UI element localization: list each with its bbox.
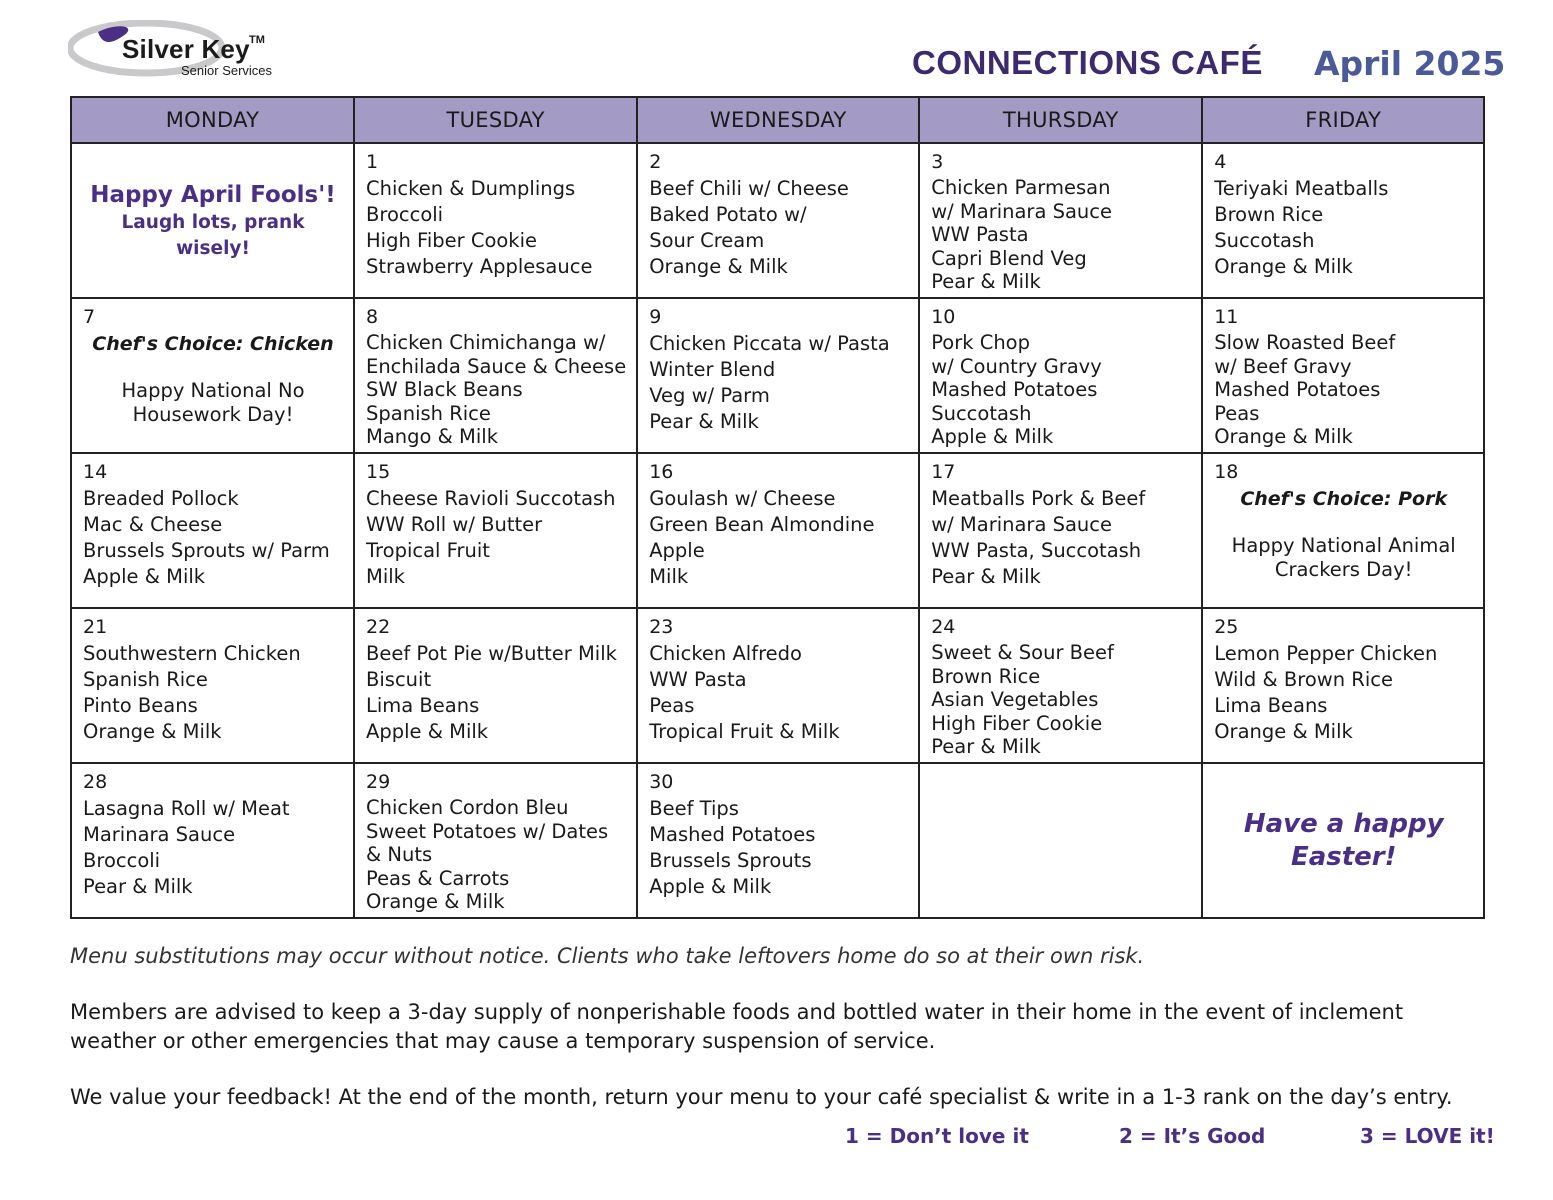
day-number: 21	[83, 616, 108, 638]
weekday-header: MONDAY	[71, 97, 354, 143]
calendar-empty-cell	[919, 763, 1202, 918]
calendar-day-cell	[637, 143, 919, 298]
menu-item: Orange & Milk	[366, 890, 505, 913]
day-number: 16	[649, 461, 674, 483]
menu-item: Wild & Brown Rice	[1214, 668, 1393, 691]
calendar-day-cell	[637, 453, 919, 608]
rank-legend-3: 3 = LOVE it!	[1360, 1124, 1495, 1148]
day-number: 30	[649, 771, 674, 793]
menu-item: Mashed Potatoes	[931, 378, 1098, 401]
day-number: 8	[366, 306, 379, 328]
day-number: 3	[931, 151, 944, 173]
menu-item: Apple & Milk	[649, 875, 772, 898]
menu-item: Sweet & Sour Beef	[931, 641, 1114, 664]
calendar-day-cell	[71, 143, 354, 298]
calendar-week-row	[71, 763, 1484, 918]
menu-item: Chicken Chimichanga w/	[366, 331, 606, 354]
menu-item: Slow Roasted Beef	[1214, 331, 1396, 354]
menu-item: & Nuts	[366, 843, 433, 866]
calendar-day-cell	[1202, 298, 1484, 453]
day-number: 23	[649, 616, 674, 638]
day-number: 17	[931, 461, 956, 483]
weekday-header: THURSDAY	[919, 97, 1202, 143]
calendar-week-row	[71, 143, 1484, 298]
menu-item: w/ Beef Gravy	[1214, 354, 1352, 378]
menu-item: Tropical Fruit & Milk	[649, 720, 840, 743]
menu-item: Orange & Milk	[649, 255, 788, 278]
menu-item: Chicken Piccata w/ Pasta	[649, 332, 890, 355]
calendar-day-cell	[919, 453, 1202, 608]
calendar-day-cell	[919, 608, 1202, 763]
calendar-day-cell	[71, 608, 354, 763]
calendar-day-cell	[1202, 143, 1484, 298]
day-number: 2	[649, 151, 662, 173]
holiday-note-line: Crackers Day!	[1274, 558, 1413, 581]
calendar-day-cell	[354, 763, 637, 918]
menu-item: Spanish Rice	[83, 668, 208, 691]
menu-item: Southwestern Chicken	[83, 642, 301, 665]
menu-item: Asian Vegetables	[931, 688, 1099, 711]
calendar-day-cell	[354, 143, 637, 298]
menu-item: Apple & Milk	[83, 565, 206, 588]
menu-item: Spanish Rice	[366, 401, 491, 425]
day-number: 14	[83, 461, 108, 483]
menu-item: Brown Rice	[931, 664, 1041, 688]
holiday-note	[83, 379, 343, 427]
menu-item: Broccoli	[83, 849, 161, 872]
menu-item: Beef Pot Pie w/Butter Milk	[366, 642, 617, 665]
menu-item: WW Roll w/ Butter	[366, 513, 543, 536]
menu-item: Succotash	[931, 401, 1032, 425]
menu-item: High Fiber Cookie	[931, 711, 1103, 735]
menu-item: Lasagna Roll w/ Meat	[83, 797, 290, 820]
calendar-day-cell	[1202, 608, 1484, 763]
menu-item: Sweet Potatoes w/ Dates	[366, 819, 609, 843]
menu-item: Cheese Ravioli Succotash	[366, 487, 616, 510]
day-number: 10	[931, 306, 956, 328]
month-title: April 2025	[1314, 44, 1506, 83]
day-number: 29	[366, 771, 391, 793]
menu-item: Tropical Fruit	[366, 539, 490, 562]
silver-key-logo	[68, 20, 298, 84]
menu-item: WW Pasta	[649, 668, 747, 691]
menu-item: Sour Cream	[649, 229, 765, 252]
chefs-choice-label: Chef's Choice: Pork	[1240, 488, 1448, 510]
page-title: CONNECTIONS CAFÉ	[912, 44, 1263, 81]
calendar-day-cell	[1202, 453, 1484, 608]
menu-item: High Fiber Cookie	[366, 229, 538, 252]
day-number: 11	[1214, 306, 1239, 328]
day-number: 9	[649, 306, 662, 328]
calendar-day-cell	[919, 143, 1202, 298]
menu-item: Mashed Potatoes	[1214, 378, 1381, 401]
calendar-week-row	[71, 608, 1484, 763]
menu-item: Chicken & Dumplings	[366, 177, 576, 200]
day-number: 18	[1214, 461, 1239, 483]
logo-trademark: TM	[249, 34, 265, 46]
menu-item: Orange & Milk	[1214, 720, 1353, 743]
calendar-day-cell	[71, 298, 354, 453]
weekday-header-row	[71, 97, 1484, 143]
menu-item: Orange & Milk	[1214, 255, 1353, 278]
calendar-day-cell	[637, 763, 919, 918]
day-number: 1	[366, 151, 379, 173]
chefs-choice-label: Chef's Choice: Chicken	[92, 333, 334, 355]
menu-item: Meatballs Pork & Beef	[931, 487, 1146, 510]
menu-item: Pear & Milk	[931, 270, 1041, 293]
holiday-note-line: Happy National No	[121, 379, 305, 402]
weekday-header: WEDNESDAY	[637, 97, 919, 143]
menu-item: Beef Chili w/ Cheese	[649, 177, 849, 200]
holiday-note-line: Housework Day!	[132, 403, 294, 426]
menu-item: Lima Beans	[1214, 694, 1328, 717]
day-number: 28	[83, 771, 108, 793]
menu-item: Baked Potato w/	[649, 203, 807, 226]
day-number: 7	[83, 306, 96, 328]
menu-item: WW Pasta	[931, 223, 1029, 246]
rank-legend-1: 1 = Don’t love it	[845, 1124, 1029, 1148]
advice-text-line-1: Members are advised to keep a 3-day supply of nonperishable foods and bottled water in their home in the event of inclement	[70, 1000, 1404, 1024]
calendar-day-cell	[354, 298, 637, 453]
menu-item: Strawberry Applesauce	[366, 255, 593, 278]
menu-item: SW Black Beans	[366, 378, 523, 401]
menu-item: w/ Country Gravy	[931, 354, 1102, 378]
menu-item: Brown Rice	[1214, 203, 1324, 226]
calendar-day-cell	[637, 608, 919, 763]
menu-item: Green Bean Almondine	[649, 513, 875, 536]
calendar-day-cell	[1202, 763, 1484, 918]
menu-item: Broccoli	[366, 203, 444, 226]
easter-greeting	[1214, 808, 1473, 874]
menu-item: Pinto Beans	[83, 694, 198, 717]
menu-item: Orange & Milk	[1214, 425, 1353, 448]
menu-item: Mac & Cheese	[83, 513, 223, 536]
day-number: 4	[1214, 151, 1227, 173]
weekday-header: FRIDAY	[1202, 97, 1484, 143]
menu-item: Pear & Milk	[931, 565, 1041, 588]
menu-item: Lemon Pepper Chicken	[1214, 642, 1438, 665]
menu-item: Pork Chop	[931, 331, 1030, 354]
menu-item: Apple & Milk	[366, 720, 489, 743]
calendar-week-row	[71, 453, 1484, 608]
menu-item: Biscuit	[366, 668, 432, 691]
menu-item: Milk	[649, 565, 689, 588]
menu-item: Veg w/ Parm	[649, 384, 770, 407]
menu-item: Chicken Alfredo	[649, 642, 802, 665]
menu-item: Pear & Milk	[649, 410, 759, 433]
advice-text-line-2: weather or other emergencies that may cause a temporary suspension of service.	[70, 1029, 936, 1053]
menu-item: Chicken Parmesan	[931, 176, 1111, 199]
menu-item: Orange & Milk	[83, 720, 222, 743]
menu-item: Pear & Milk	[83, 875, 193, 898]
logo-subtitle: Senior Services	[181, 63, 273, 78]
logo-name: Silver Key	[122, 34, 250, 64]
calendar-day-cell	[354, 608, 637, 763]
menu-item: WW Pasta, Succotash	[931, 539, 1142, 562]
day-number: 25	[1214, 616, 1239, 638]
menu-item: Beef Tips	[649, 797, 739, 820]
holiday-note	[1214, 534, 1473, 582]
menu-item: Milk	[366, 565, 405, 588]
calendar-week-row	[71, 298, 1484, 453]
menu-item: Winter Blend	[649, 358, 776, 381]
calendar-day-cell	[354, 453, 637, 608]
menu-item: Goulash w/ Cheese	[649, 487, 836, 510]
disclaimer-text: Menu substitutions may occur without notice. Clients who take leftovers home do so at their own risk.	[70, 944, 1145, 968]
easter-greeting-line: Have a happy	[1243, 809, 1444, 839]
easter-greeting-line: Easter!	[1290, 842, 1397, 872]
menu-item: Succotash	[1214, 229, 1315, 252]
april-fools-heading: Happy April Fools'!	[90, 182, 336, 208]
weekday-header: TUESDAY	[354, 97, 637, 143]
calendar-day-cell	[919, 298, 1202, 453]
menu-item: Pear & Milk	[931, 735, 1041, 758]
holiday-note-line: Happy National Animal	[1231, 534, 1456, 557]
calendar-day-cell	[637, 298, 919, 453]
menu-item: Marinara Sauce	[83, 823, 236, 846]
menu-item: Enchilada Sauce & Cheese	[366, 354, 627, 378]
menu-item: w/ Marinara Sauce	[931, 199, 1113, 223]
menu-item: Chicken Cordon Bleu	[366, 796, 569, 819]
calendar-day-cell	[71, 453, 354, 608]
day-number: 15	[366, 461, 391, 483]
menu-item: Lima Beans	[366, 694, 480, 717]
menu-calendar	[70, 96, 1485, 919]
menu-item: Mashed Potatoes	[649, 823, 816, 846]
day-number: 24	[931, 616, 956, 638]
menu-item: Peas	[1214, 401, 1260, 425]
menu-item: Peas & Carrots	[366, 866, 510, 890]
calendar-day-cell	[71, 763, 354, 918]
rank-legend-2: 2 = It’s Good	[1119, 1124, 1266, 1148]
menu-item: Brussels Sprouts	[649, 849, 812, 872]
day-number: 22	[366, 616, 391, 638]
menu-item: Peas	[649, 694, 695, 717]
menu-item: Brussels Sprouts w/ Parm	[83, 539, 330, 562]
menu-item: w/ Marinara Sauce	[931, 513, 1113, 536]
menu-item: Apple & Milk	[931, 425, 1054, 448]
april-fools-subheading: Laugh lots, prank wisely!	[121, 212, 305, 259]
menu-item: Apple	[649, 539, 705, 562]
menu-item: Mango & Milk	[366, 425, 498, 448]
feedback-text: We value your feedback! At the end of the month, return your menu to your café specialist & write in a 1-3 rank on the day’s entry.	[70, 1085, 1453, 1109]
menu-item: Breaded Pollock	[83, 487, 239, 510]
menu-item: Capri Blend Veg	[931, 246, 1087, 270]
menu-item: Teriyaki Meatballs	[1214, 177, 1389, 200]
